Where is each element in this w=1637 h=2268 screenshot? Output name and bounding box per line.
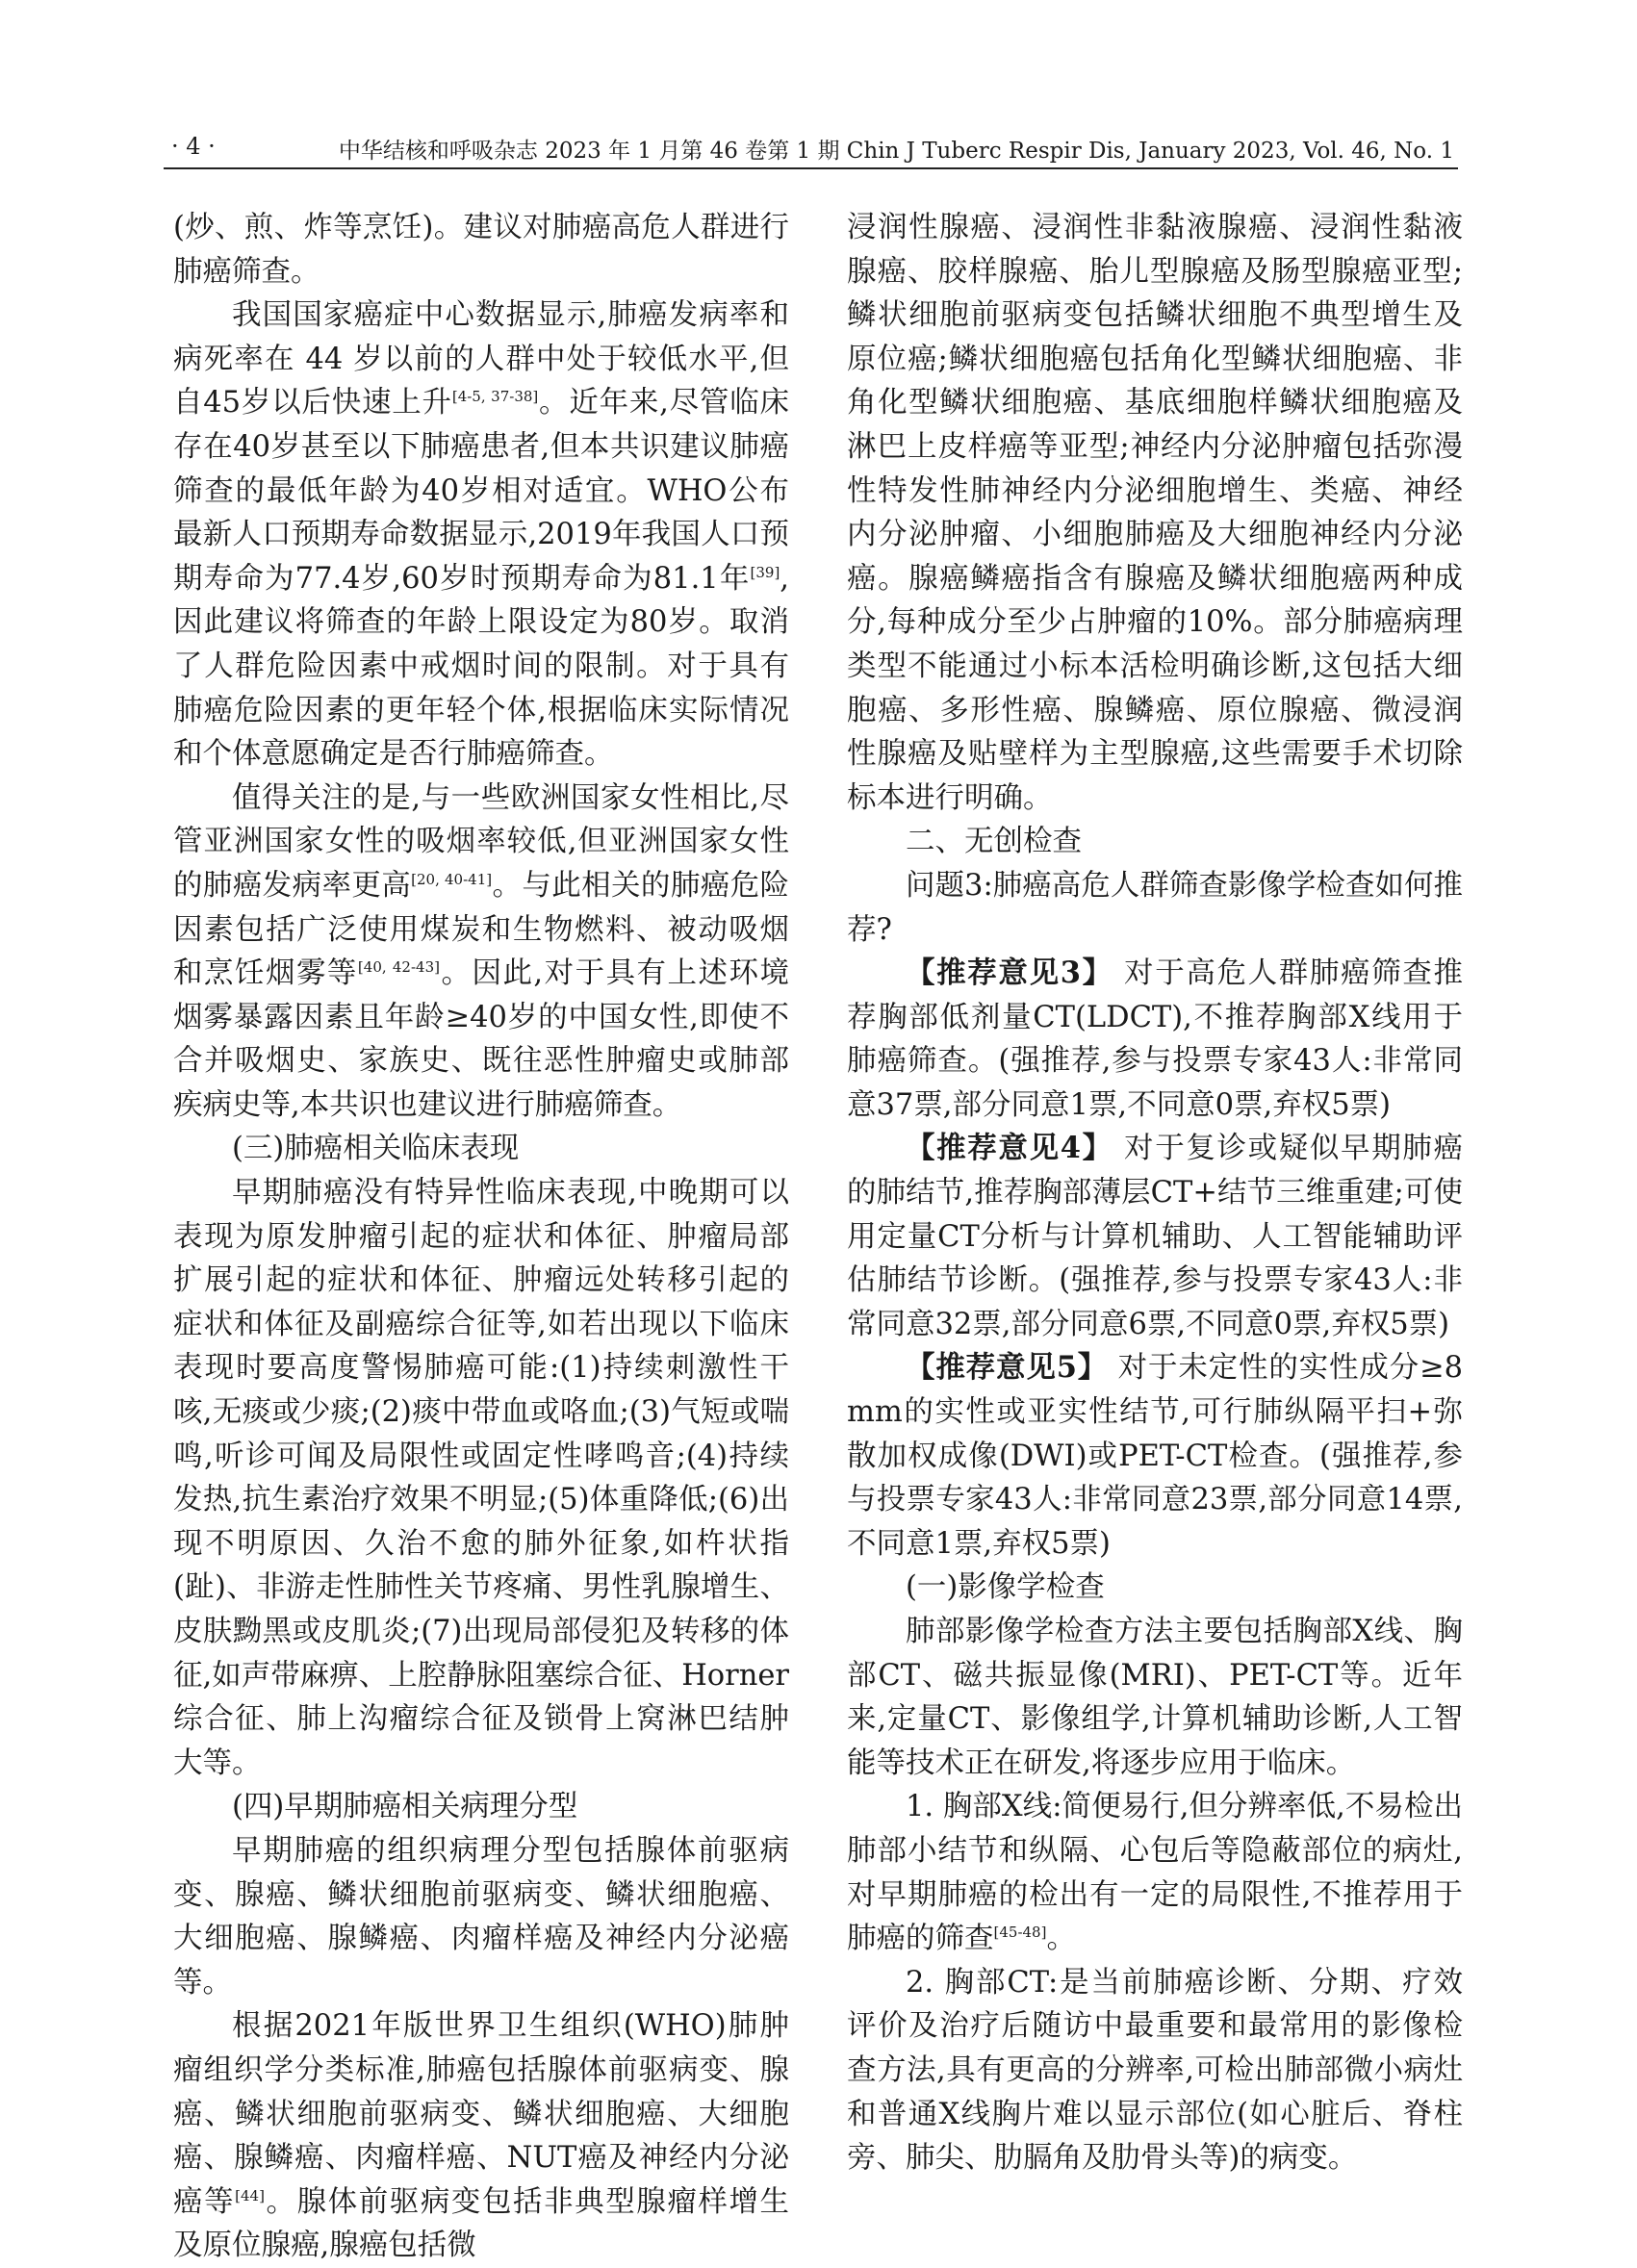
paragraph: 早期肺癌的组织病理分型包括腺体前驱病变、腺癌、鳞状细胞前驱病变、鳞状细胞癌、大细胞癌、腺鳞癌、肉瘤样癌及神经内分泌癌等。 [173, 1833, 789, 2000]
text-run: 。 [1046, 1922, 1076, 1956]
recommendation [847, 952, 1463, 1127]
text-run: 1. 胸部X线:简便易行,但分辨率低,不易检出肺部小结节和纵隔、心包后等隐蔽部位的病灶,对早期肺癌的检出有一定的局限性,不推荐用于肺癌的筛查 [847, 1790, 1463, 1956]
section-heading: (三)肺癌相关临床表现 [232, 1132, 520, 1166]
paragraph: 早期肺癌没有特异性临床表现,中晚期可以表现为原发肿瘤引起的症状和体征、肿瘤局部扩展引起的症状和体征、肿瘤远处转移引起的症状和体征及副癌综合征等,如若出现以下临床表现时要高度警惕肺癌可能:(1)持续刺激性干咳,无痰或少痰;(2)痰中带血或咯血;(3)气短或喘鸣,听诊可闻及局限性或固定性哮鸣音;(4)持续发热,抗生素治疗效果不明显;(5)体重降低;(6)出现不明原因、久治不愈的肺外征象,如杵状指(趾)、非游走性肺性关节疼痛、男性乳腺增生、皮肤黝黑或皮肌炎;(7)出现局部侵犯及转移的体征,如声带麻痹、上腔静脉阻塞综合征、Horner综合征、肺上沟瘤综合征及锁骨上窝淋巴结肿大等。 [173, 1176, 790, 1780]
text-run: 。近年来,尽管临床存在40岁甚至以下肺癌患者,但本共识建议肺癌筛查的最低年龄为40岁相对适宜。WHO公布最新人口预期寿命数据显示,2019年我国人口预期寿命为77.4岁,60岁时预期寿命为81.1年 [173, 386, 789, 596]
text-run: 对于高危人群肺癌筛查推荐胸部低剂量CT(LDCT),不推荐胸部X线用于肺癌筛查。(强推荐,参与投票专家43人:非常同意37票,部分同意1票,不同意0票,弃权5票) [847, 956, 1463, 1122]
text-run: 值得关注的是,与一些欧洲国家女性相比,尽管亚洲国家女性的吸烟率较低,但亚洲国家女性的肺癌发病率更高 [173, 780, 789, 903]
page-number: · 4 · [171, 133, 216, 160]
paragraph: (炒、煎、炸等烹饪)。建议对肺癌高危人群进行肺癌筛查。 [173, 211, 789, 289]
left-column [173, 206, 789, 2268]
recommendation [847, 1127, 1463, 1346]
text-run: 。因此,对于具有上述环境烟雾暴露因素且年龄≥40岁的中国女性,即使不合并吸烟史、家族史、既往恶性肿瘤史或肺部疾病史等,本共识也建议进行肺癌筛查。 [173, 956, 790, 1122]
recommendation [847, 1346, 1463, 1566]
journal-citation: 中华结核和呼吸杂志 2023 年 1 月第 46 卷第 1 期 Chin J Tuberc Respir Dis, January 2023, Vol. 46, No. 1 [338, 139, 1454, 164]
citation-ref: [20, 40-41] [411, 870, 493, 888]
text-run: 对于未定性的实性成分≥8 mm的实性或亚实性结节,可行肺纵隔平扫+弥散加权成像(DWI)或PET-CT检查。(强推荐,参与投票专家43人:非常同意23票,部分同意14票,不同意1票,弃权5票) [847, 1351, 1463, 1561]
citation-ref: [45-48] [993, 1924, 1047, 1941]
text-run: 。与此相关的肺癌危险因素包括广泛使用煤炭和生物燃料、被动吸烟和烹饪烟雾等 [173, 868, 789, 991]
paragraph [173, 2004, 789, 2268]
paragraph [847, 1785, 1463, 1960]
recommendation-label: 【推荐意见4】 [906, 1131, 1113, 1166]
citation-ref: [40, 42-43] [357, 957, 440, 976]
citation-ref: [4-5, 37-38] [451, 388, 539, 406]
citation-ref: [44] [235, 2186, 265, 2204]
section-heading: 二、无创检查 [906, 825, 1082, 859]
text-run: 对于复诊或疑似早期肺癌的肺结节,推荐胸部薄层CT+结节三维重建;可使用定量CT分析与计算机辅助、人工智能辅助评估肺结节诊断。(强推荐,参与投票专家43人:非常同意32票,部分同意6票,不同意0票,弃权5票) [847, 1132, 1463, 1341]
text-run: 我国国家癌症中心数据显示,肺癌发病率和病死率在 44 岁以前的人群中处于较低水平,但自45岁以后快速上升 [173, 298, 789, 420]
paragraph: 肺部影像学检查方法主要包括胸部X线、胸部CT、磁共振显像(MRI)、PET-CT等。近年来,定量CT、影像组学,计算机辅助诊断,人工智能等技术正在研发,将逐步应用于临床。 [847, 1615, 1463, 1780]
paragraph [173, 293, 789, 777]
question-heading: 问题3:肺癌高危人群筛查影像学检查如何推荐? [847, 868, 1463, 947]
recommendation-label: 【推荐意见5】 [906, 1350, 1109, 1386]
citation-ref: [39] [750, 563, 780, 581]
section-heading: (一)影像学检查 [906, 1570, 1105, 1605]
section-heading: (四)早期肺癌相关病理分型 [232, 1790, 578, 1824]
paragraph [173, 777, 789, 1128]
running-header [164, 129, 1458, 169]
paragraph: 2. 胸部CT:是当前肺癌诊断、分期、疗效评价及治疗后随访中最重要和最常用的影像检查方法,具有更高的分辨率,可检出肺部微小病灶和普通X线胸片难以显示部位(如心脏后、脊柱旁、肺尖、肋膈角及肋骨头等)的病变。 [847, 1965, 1463, 2176]
paragraph: 浸润性腺癌、浸润性非黏液腺癌、浸润性黏液腺癌、胶样腺癌、胎儿型腺癌及肠型腺癌亚型;鳞状细胞前驱病变包括鳞状细胞不典型增生及原位癌;鳞状细胞癌包括角化型鳞状细胞癌、非角化型鳞状细胞癌、基底细胞样鳞状细胞癌及淋巴上皮样癌等亚型;神经内分泌肿瘤包括弥漫性特发性肺神经内分泌细胞增生、类癌、神经内分泌肿瘤、小细胞肺癌及大细胞神经内分泌癌。腺癌鳞癌指含有腺癌及鳞状细胞癌两种成分,每种成分至少占肿瘤的10%。部分肺癌病理类型不能通过小标本活检明确诊断,这包括大细胞癌、多形性癌、腺鳞癌、原位腺癌、微浸润性腺癌及贴壁样为主型腺癌,这些需要手术切除标本进行明确。 [847, 211, 1463, 815]
text-run: 。腺体前驱病变包括非典型腺瘤样增生及原位腺癌,腺癌包括微 [173, 2184, 790, 2263]
text-run: ,因此建议将筛查的年龄上限设定为80岁。取消了人群危险因素中戒烟时间的限制。对于具有肺癌危险因素的更年轻个体,根据临床实际情况和个体意愿确定是否行肺癌筛查。 [173, 561, 789, 772]
recommendation-label: 【推荐意见3】 [906, 956, 1113, 991]
right-column [847, 206, 1463, 2180]
text-run: 根据2021年版世界卫生组织(WHO)肺肿瘤组织学分类标准,肺癌包括腺体前驱病变、腺癌、鳞状细胞前驱病变、鳞状细胞癌、大细胞癌、腺鳞癌、肉瘤样癌、NUT癌及神经内分泌癌等 [173, 2009, 789, 2219]
